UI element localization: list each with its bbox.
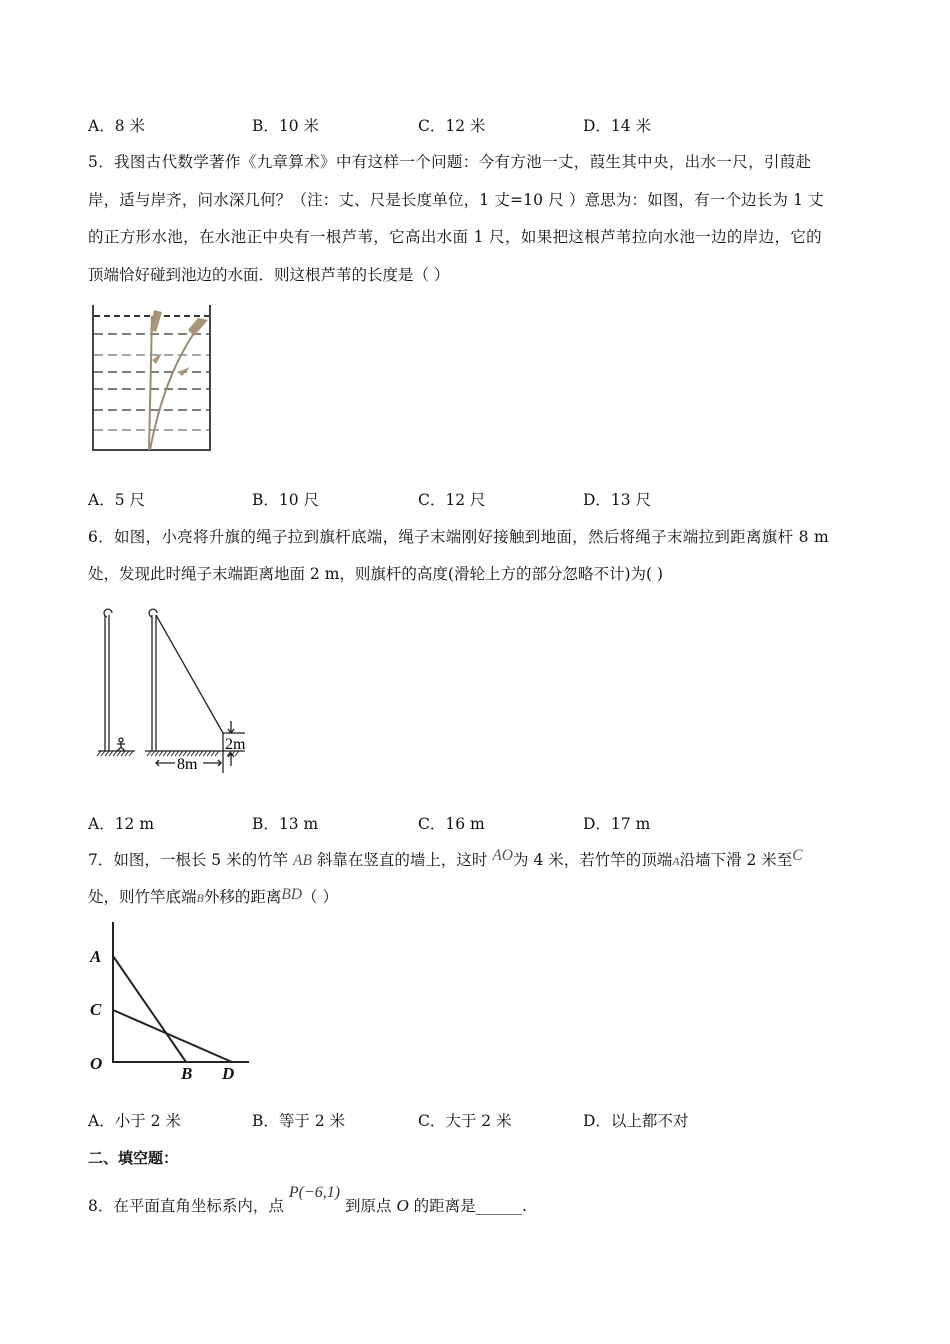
label-a: A bbox=[90, 947, 102, 966]
q7-text: 沿墙下滑 2 米至 bbox=[679, 851, 793, 869]
q6-option-d: D．17 m bbox=[583, 815, 651, 833]
q4-option-c: C．12 米 bbox=[418, 117, 486, 135]
height-label-2m: 2m bbox=[225, 736, 246, 753]
q6-text-line-2: 处，发现此时绳子末端距离地面 2 m，则旗杆的高度(滑轮上方的部分忽略不计)为( ) bbox=[88, 565, 664, 583]
q7-text: （ ） bbox=[302, 888, 338, 906]
math-ab: AB bbox=[293, 852, 312, 869]
math-a: A bbox=[672, 854, 680, 868]
math-b: B bbox=[196, 891, 204, 905]
math-point-p: P(−6,1) bbox=[288, 1184, 341, 1201]
q8-text-part: 到原点 bbox=[344, 1197, 392, 1215]
math-ao: AO bbox=[492, 847, 514, 864]
q6-option-a: A．12 m bbox=[88, 815, 155, 833]
q5-option-a: A．5 尺 bbox=[88, 491, 145, 509]
label-c: C bbox=[90, 1000, 102, 1019]
q4-option-a: A．8 米 bbox=[88, 117, 145, 135]
q7-text-line-1 bbox=[88, 847, 803, 871]
q7-text: 斜靠在竖直的墙上，这时 bbox=[316, 851, 488, 869]
q7-text: 处，则竹竿底端 bbox=[88, 888, 197, 906]
q8-text-part: 的距离是______. bbox=[413, 1197, 528, 1215]
label-o: O bbox=[90, 1054, 103, 1073]
q8-text bbox=[88, 1184, 528, 1217]
q7-option-a: A．小于 2 米 bbox=[88, 1112, 181, 1130]
q7-option-d: D．以上都不对 bbox=[583, 1112, 689, 1130]
q5-text-line-2: 岸，适与岸齐，问水深几何？（注：丈、尺是长度单位，1 丈=10 尺 ）意思为：如图，有一个边长为 1 丈 bbox=[88, 191, 824, 209]
q5-text-line-1: 5．我图古代数学著作《九章算术》中有这样一个问题：今有方池一丈，葭生其中央，出水一尺，引葭赴 bbox=[88, 153, 812, 171]
math-bd: BD bbox=[281, 886, 303, 903]
q5-option-b: B．10 尺 bbox=[252, 491, 320, 509]
q7-option-c: C．大于 2 米 bbox=[418, 1112, 512, 1130]
q7-text: 为 4 米，若竹竿的顶端 bbox=[513, 851, 673, 869]
q7-text: 7．如图，一根长 5 米的竹竿 bbox=[88, 851, 289, 869]
section-heading: 二、填空题： bbox=[88, 1149, 179, 1167]
math-origin-o: O bbox=[396, 1196, 409, 1215]
q6-text-line-1: 6．如图，小亮将升旗的绳子拉到旗杆底端，绳子末端刚好接触到地面，然后将绳子末端拉到距离旗杆 8 m bbox=[88, 528, 829, 546]
label-d: D bbox=[222, 1064, 235, 1083]
q7-text: 外移的距离 bbox=[203, 888, 282, 906]
q6-option-b: B．13 m bbox=[252, 815, 319, 833]
q4-option-d: D．14 米 bbox=[583, 117, 652, 135]
q5-text-line-3: 的正方形水池，在水池正中央有一根芦苇，它高出水面 1 尺，如果把这根芦苇拉向水池一边的岸边，它的 bbox=[88, 228, 823, 246]
q5-option-d: D．13 尺 bbox=[583, 491, 652, 509]
q4-option-b: B．10 米 bbox=[252, 117, 320, 135]
math-c: C bbox=[792, 847, 803, 864]
bamboo-pole-figure bbox=[85, 918, 255, 1083]
q6-option-c: C．16 m bbox=[418, 815, 485, 833]
q7-option-b: B．等于 2 米 bbox=[252, 1112, 346, 1130]
q7-text-line-2 bbox=[88, 887, 338, 908]
flagpole-figure bbox=[95, 603, 265, 778]
reed-pond-figure bbox=[90, 300, 220, 455]
q8-text-part: 8．在平面直角坐标系内，点 bbox=[88, 1197, 284, 1215]
q5-option-c: C．12 尺 bbox=[418, 491, 486, 509]
label-b: B bbox=[181, 1064, 193, 1083]
q5-text-line-4: 顶端恰好碰到池边的水面．则这根芦苇的长度是（ ） bbox=[88, 266, 450, 284]
distance-label-8m: 8m bbox=[177, 756, 198, 773]
